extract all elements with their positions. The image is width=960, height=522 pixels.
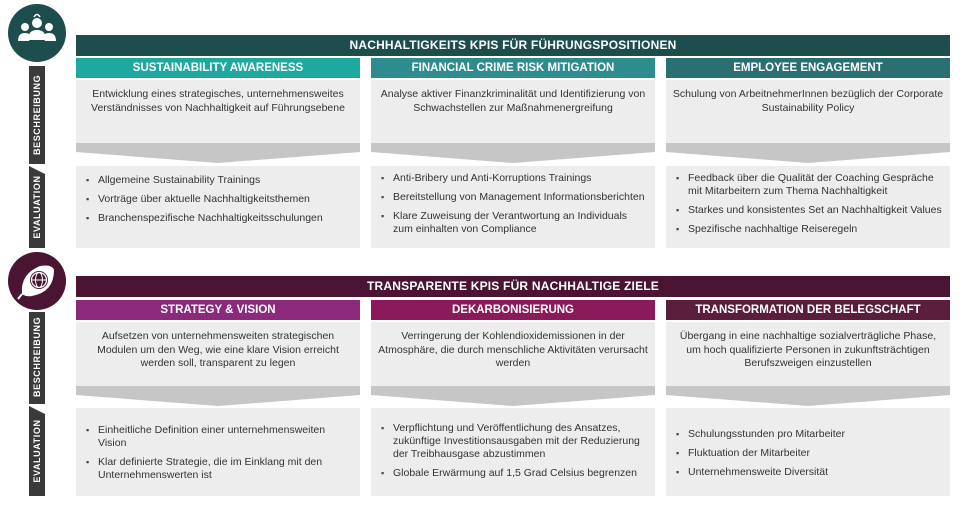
col-description-strategy-vision: Aufsetzen von unternehmensweiten strategischen Modulen um den Weg, wie eine klare Vision erreicht werden soll, transparent zu legen [76,322,360,386]
list-item: ▪ Spezifische nachhaltige Reiseregeln [674,223,942,236]
list-item: ▪ Allgemeine Sustainability Trainings [84,174,352,187]
list-item: ▪ Anti-Bribery und Anti-Korruptions Trainings [379,172,647,185]
chevron-down-icon [371,143,655,163]
col-header-employee-engagement: EMPLOYEE ENGAGEMENT [666,58,950,78]
col-evaluation-financial-crime [371,166,655,248]
col-header-financial-crime: FINANCIAL CRIME RISK MITIGATION [371,58,655,78]
col-header-dekarbonisierung: DEKARBONISIERUNG [371,300,655,320]
list-item: ▪ Einheitliche Definition einer unternehmensweiten Vision [84,424,352,450]
col-header-sustainability-awareness: SUSTAINABILITY AWARENESS [76,58,360,78]
list-item: ▪ Branchenspezifische Nachhaltigkeitsschulungen [84,212,352,225]
col-evaluation-strategy-vision [76,408,360,496]
list-item: ▪ Verpflichtung und Veröffentlichung des Ansatzes, zukünftige Investitionsausgaben mit der Reduzierung der Treibhausgase abzustimmen [379,422,647,461]
side-label-description-2: BESCHREIBUNG [32,316,42,397]
list-item: ▪ Fluktuation der Mitarbeiter [674,447,942,460]
section1-banner: NACHHALTIGKEITS KPIS FÜR FÜHRUNGSPOSITIONEN [76,35,950,56]
col-evaluation-dekarbonisierung [371,408,655,496]
list-item: ▪ Starkes und konsistentes Set an Nachhaltigkeit Values [674,204,942,217]
chevron-down-icon [371,386,655,406]
chevron-down-icon [76,143,360,163]
section2-banner: TRANSPARENTE KPIS FÜR NACHHALTIGE ZIELE [76,276,950,297]
col-evaluation-sustainability-awareness [76,166,360,248]
list-item: ▪ Unternehmensweite Diversität [674,466,942,479]
list-item: ▪ Feedback über die Qualität der Coaching Gespräche mit Mitarbeitern zum Thema Nachhaltigkeit [674,172,942,198]
list-item: ▪ Vorträge über aktuelle Nachhaltigkeitsthemen [84,193,352,206]
list-item: ▪ Schulungsstunden pro Mitarbeiter [674,428,942,441]
side-label-description-1: BESCHREIBUNG [32,74,42,155]
col-description-dekarbonisierung: Verringerung der Kohlendioxidemissionen in der Atmosphäre, die durch menschliche Aktivitäten verursacht werden [371,322,655,386]
col-description-employee-engagement: Schulung von ArbeitnehmerInnen bezüglich der Corporate Sustainability Policy [666,80,950,143]
col-description-sustainability-awareness: Entwicklung eines strategisches, unternehmensweites Verständnisses von Nachhaltigkeit auf Führungsebene [76,80,360,143]
side-label-evaluation-1: EVALUATION [32,175,42,239]
side-label-evaluation-2: EVALUATION [32,419,42,483]
list-item: ▪ Bereitstellung von Management Informationsberichten [379,191,647,204]
section2-icon-circle [8,252,66,310]
col-description-financial-crime: Analyse aktiver Finanzkriminalität und Identifizierung von Schwachstellen zur Maßnahmenergreifung [371,80,655,143]
section1-icon-circle [8,4,66,62]
chevron-down-icon [76,386,360,406]
col-header-transformation-belegschaft: TRANSFORMATION DER BELEGSCHAFT [666,300,950,320]
col-evaluation-employee-engagement [666,166,950,248]
col-evaluation-transformation-belegschaft [666,408,950,496]
list-item: ▪ Klar definierte Strategie, die im Einklang mit den Unternehmenswerten ist [84,456,352,482]
col-description-transformation-belegschaft: Übergang in eine nachhaltige sozialverträgliche Phase, um hoch qualifizierte Personen in zukunftsträchtigen Berufszweigen einzustellen [666,322,950,386]
list-item: ▪ Klare Zuweisung der Verantwortung an Individuals zum einhalten von Compliance [379,210,647,236]
globe-leaf-icon [8,252,66,310]
chevron-down-icon [666,386,950,406]
people-group-icon [8,4,66,62]
chevron-down-icon [666,143,950,163]
col-header-strategy-vision: STRATEGY & VISION [76,300,360,320]
list-item: ▪ Globale Erwärmung auf 1,5 Grad Celsius begrenzen [379,467,647,480]
